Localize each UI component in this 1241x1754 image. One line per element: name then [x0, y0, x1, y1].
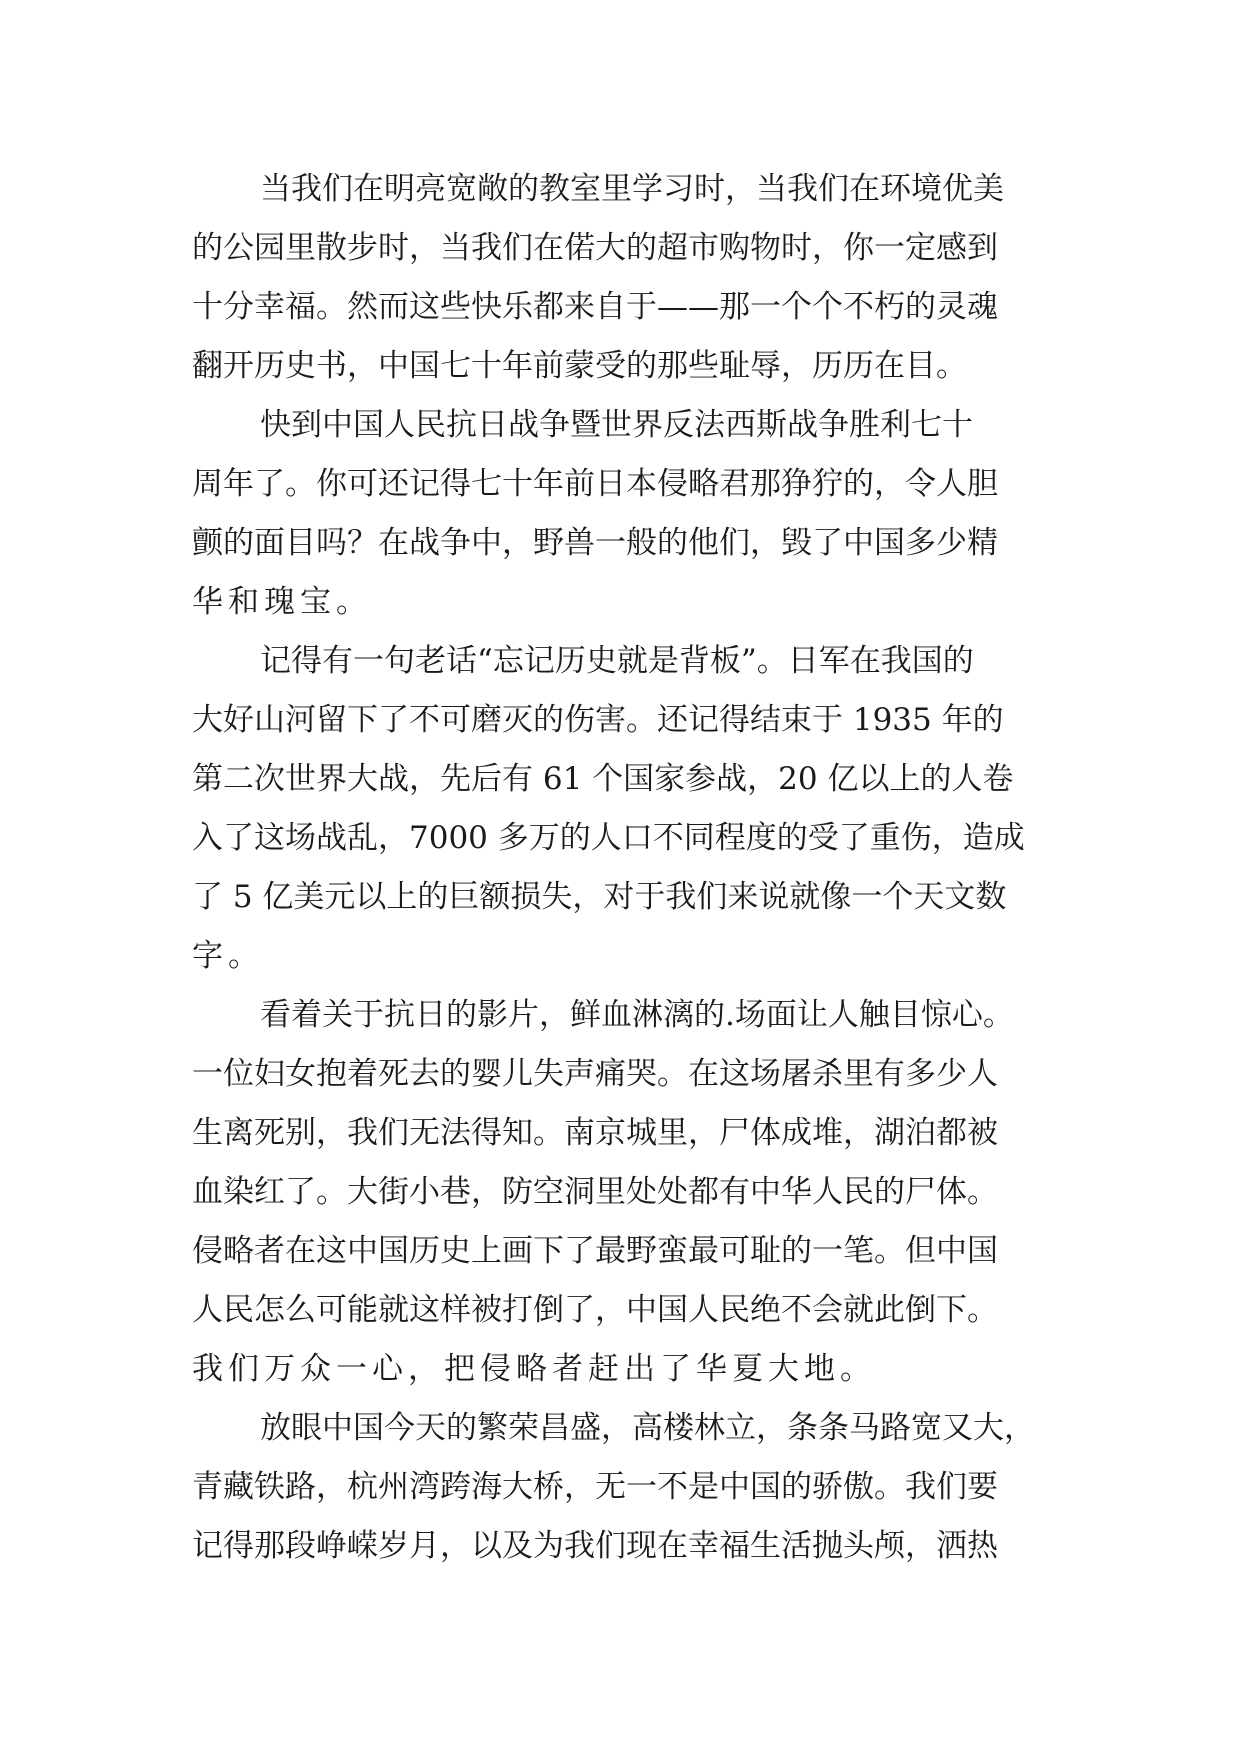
- paragraph-1: [192, 160, 1052, 396]
- paragraph-5: [192, 1399, 1052, 1576]
- text-line: 侵略者在这中国历史上画下了最野蛮最可耻的一笔。但中国: [192, 1233, 998, 1269]
- text-line: 翻开历史书，中国七十年前蒙受的那些耻辱，历历在目。: [192, 348, 967, 384]
- text-line: 的公园里散步时，当我们在偌大的超市购物时，你一定感到: [192, 230, 998, 266]
- text-line: 大好山河留下了不可磨灭的伤害。还记得结束于 1935 年的: [192, 702, 1004, 738]
- text-line: 生离死别，我们无法得知。南京城里，尸体成堆，湖泊都被: [192, 1115, 998, 1151]
- text-line: 颤的面目吗？在战争中，野兽一般的他们，毁了中国多少精: [192, 525, 998, 561]
- text-line: 血染红了。大街小巷，防空洞里处处都有中华人民的尸体。: [192, 1174, 998, 1210]
- text-line: 字。: [192, 938, 264, 974]
- text-line: 入了这场战乱，7000 多万的人口不同程度的受了重伤，造成: [192, 820, 1025, 856]
- text-line: 十分幸福。然而这些快乐都来自于——那一个个不朽的灵魂: [192, 289, 998, 325]
- text-line: 记得有一句老话“忘记历史就是背板”。日军在我国的: [260, 643, 974, 679]
- text-line: 当我们在明亮宽敞的教室里学习时，当我们在环境优美: [260, 171, 1004, 207]
- text-line: 快到中国人民抗日战争暨世界反法西斯战争胜利七十: [260, 407, 973, 443]
- text-line: 人民怎么可能就这样被打倒了，中国人民绝不会就此倒下。: [192, 1292, 998, 1328]
- text-line: 青藏铁路，杭州湾跨海大桥，无一不是中国的骄傲。我们要: [192, 1469, 998, 1505]
- text-line: 一位妇女抱着死去的婴儿失声痛哭。在这场屠杀里有多少人: [192, 1056, 998, 1092]
- text-line: 了 5 亿美元以上的巨额损失，对于我们来说就像一个天文数: [192, 879, 1007, 915]
- text-line: 我们万众一心，把侵略者赶出了华夏大地。: [192, 1351, 876, 1387]
- text-line: 华和瑰宝。: [192, 584, 372, 620]
- essay-body: [192, 160, 1052, 1576]
- text-line: 看着关于抗日的影片，鲜血淋漓的.场面让人触目惊心。: [260, 997, 1014, 1033]
- text-line: 第二次世界大战，先后有 61 个国家参战，20 亿以上的人卷: [192, 761, 1014, 797]
- paragraph-3: [192, 632, 1052, 986]
- text-line: 放眼中国今天的繁荣昌盛，高楼林立，条条马路宽又大，: [260, 1410, 1035, 1446]
- text-line: 周年了。你可还记得七十年前日本侵略君那狰狞的，令人胆: [192, 466, 998, 502]
- paragraph-2: [192, 396, 1052, 632]
- paragraph-4: [192, 986, 1052, 1399]
- text-line: 记得那段峥嵘岁月，以及为我们现在幸福生活抛头颅，洒热: [192, 1528, 998, 1564]
